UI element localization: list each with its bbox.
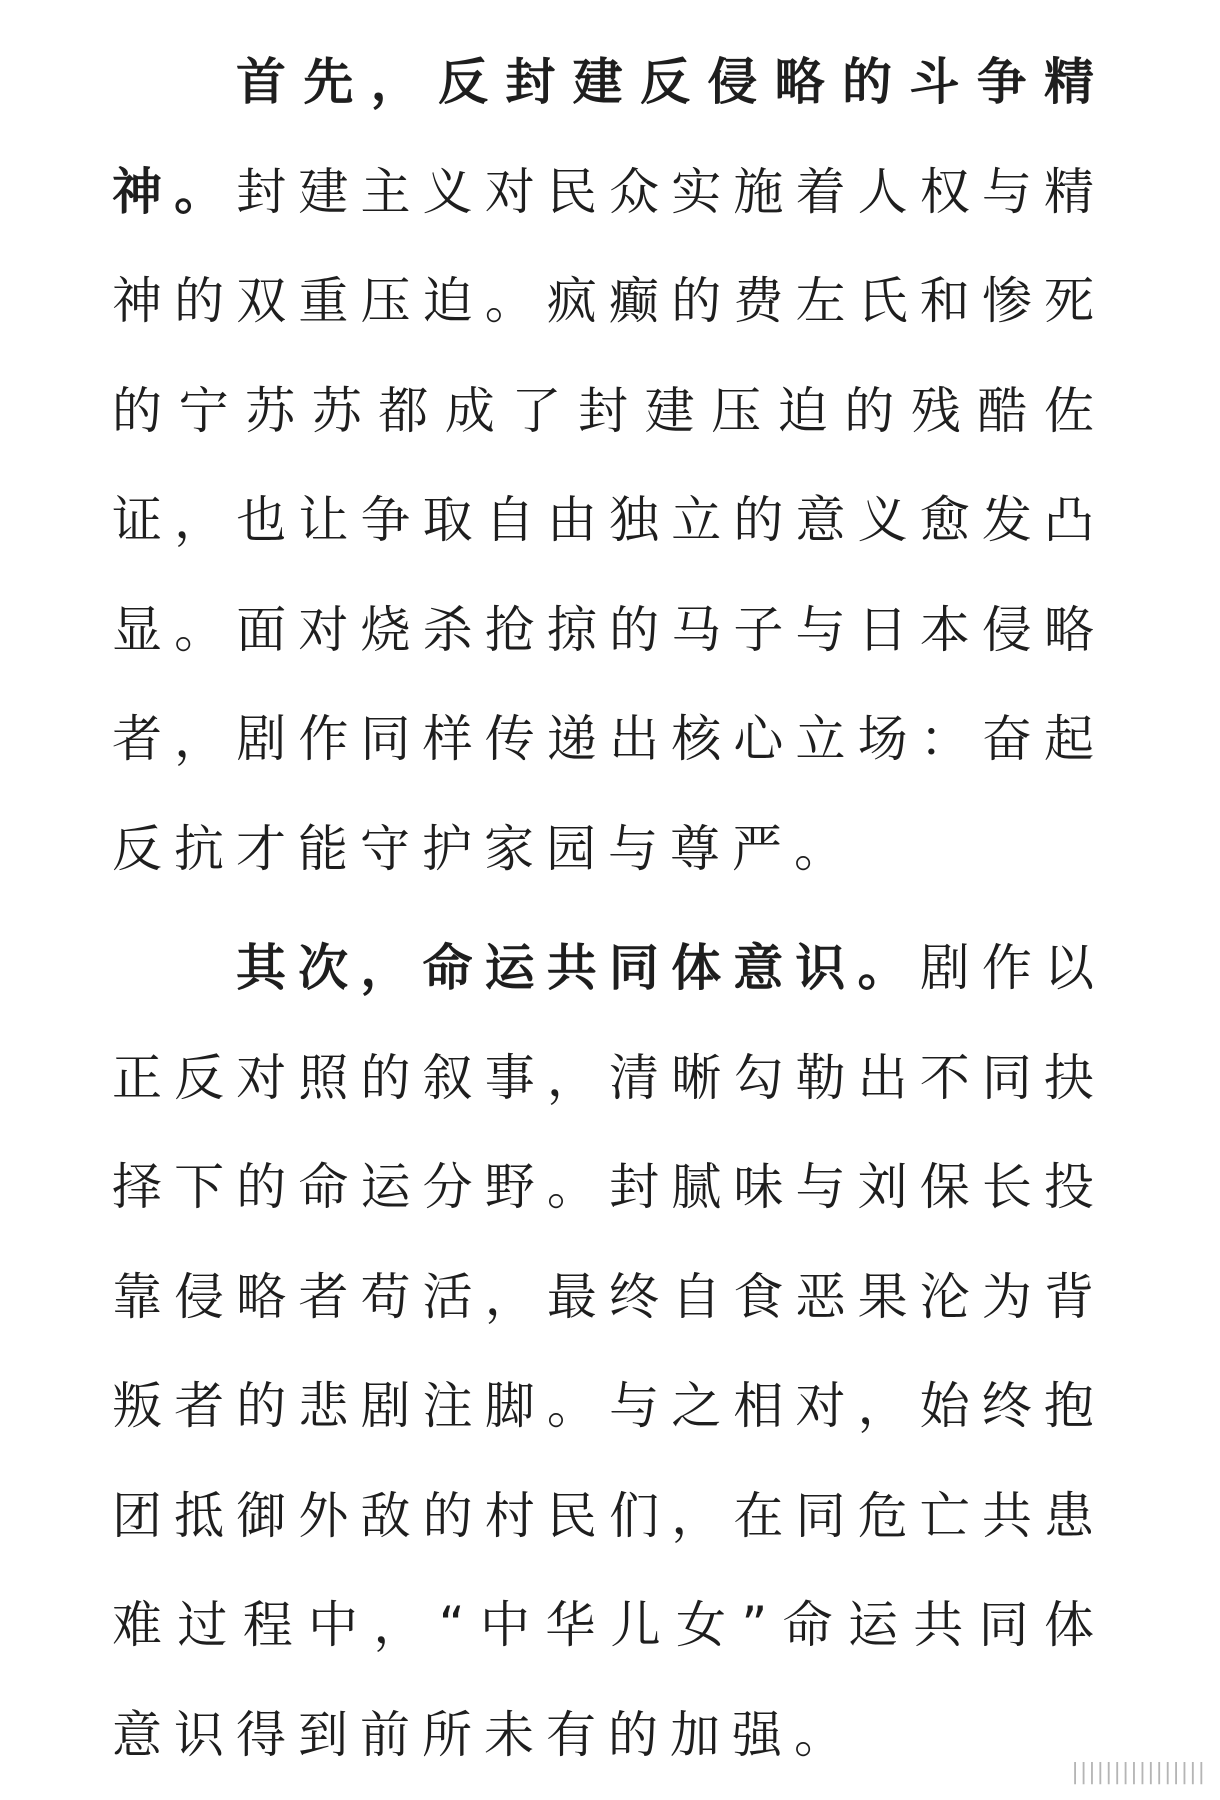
paragraph-2-body: 剧作以正反对照的叙事，清晰勾勒出不同抉择下的命运分野。封腻味与刘保长投靠侵略者苟活，最终自食恶果沦为背叛者的悲剧注脚。与之相对，始终抱团抵御外敌的村民们，在同危亡共患难过程中，“中华儿女”命运共同体意识得到前所未有的加强。 — [112, 939, 1107, 1764]
paragraph-2 — [112, 914, 1106, 1790]
paragraph-1-body: 封建主义对民众实施着人权与精神的双重压迫。疯癫的费左氏和惨死的宁苏苏都成了封建压迫的残酷佐证，也让争取自由独立的意义愈发凸显。面对烧杀抢掠的马子与日本侵略者，剧作同样传递出核心立场：奋起反抗才能守护家园与尊严。 — [112, 162, 1107, 878]
paragraph-2-lead: 其次，命运共同体意识。 — [236, 939, 920, 997]
paragraph-1 — [112, 28, 1106, 904]
watermark: |||||||||||||||| — [1071, 1760, 1206, 1785]
paragraph-1-lead: 首先，反封建反侵略的斗争精神。 — [112, 53, 1106, 221]
article-body — [112, 28, 1106, 1800]
